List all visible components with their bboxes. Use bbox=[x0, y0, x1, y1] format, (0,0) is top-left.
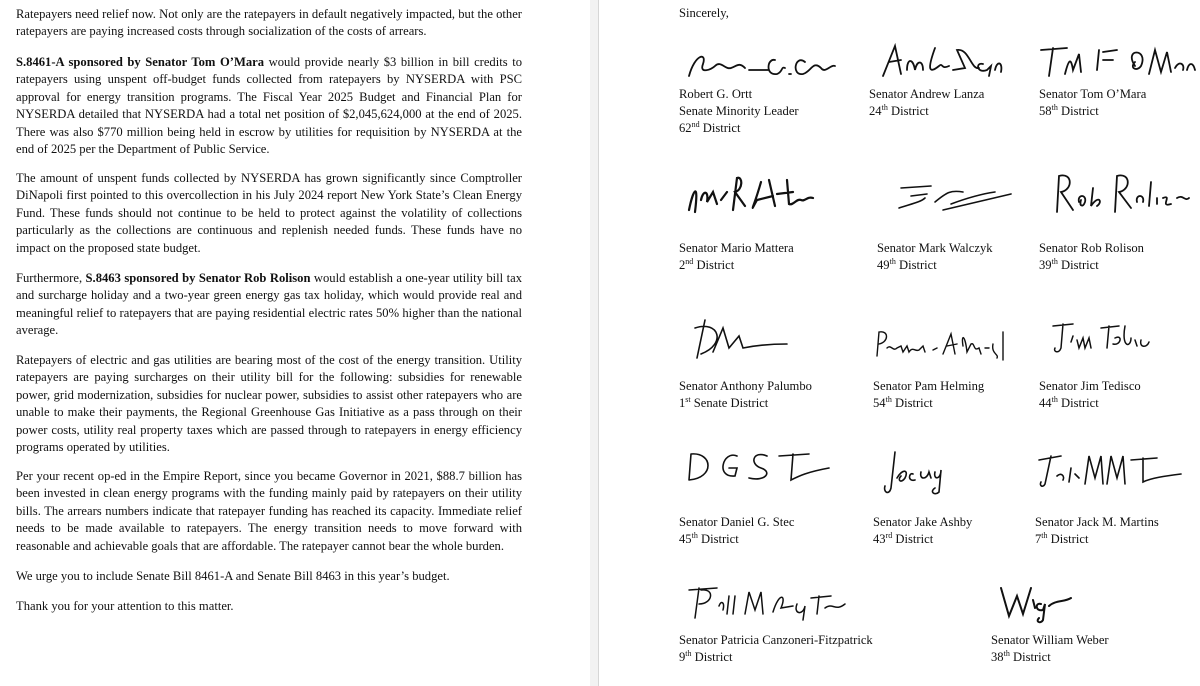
signature-icon bbox=[683, 446, 833, 486]
bill-s8463-sponsor: S.8463 sponsored by Senator Rob Rolison bbox=[85, 271, 311, 285]
signer-district: 2nd District bbox=[679, 256, 735, 272]
signature-icon bbox=[1037, 40, 1197, 80]
signer-name: Senator Tom O’Mara bbox=[1039, 87, 1147, 101]
signature-icon bbox=[891, 180, 1021, 214]
signer-block bbox=[877, 240, 993, 274]
signer-block bbox=[991, 632, 1109, 666]
signer-name: Senator Mario Mattera bbox=[679, 241, 794, 255]
signer-block bbox=[873, 514, 972, 548]
signer-district: 49th District bbox=[877, 256, 937, 272]
signer-name: Senator Anthony Palumbo bbox=[679, 379, 812, 393]
signer-name: Senator Rob Rolison bbox=[1039, 241, 1144, 255]
paragraph-surcharges: Ratepayers of electric and gas utilities are bearing most of the cost of the energy transition. Utility ratepayers are paying surcharges on their utility bill for the following: subsidies for renewable power, grid modernization, subsidies for nuclear power, subsidies to assist other ratepayers who are unable to make their payments, the Regional Greenhouse Gas Initiative as a pass through on their power costs, utility real property taxes which are passed through to ratepayers in energy efficiency programs operated by utilities. bbox=[16, 353, 522, 455]
signer-district: 58th District bbox=[1039, 102, 1099, 118]
signer-block bbox=[1039, 86, 1146, 120]
signer-block bbox=[869, 86, 984, 120]
paragraph-thanks: Thank you for your attention to this matter. bbox=[16, 599, 234, 613]
signer-block bbox=[1039, 240, 1144, 274]
signer-name: Senator Jake Ashby bbox=[873, 515, 973, 529]
signer-district: 9th District bbox=[679, 648, 733, 664]
letter-page-left bbox=[0, 0, 590, 686]
signature-icon bbox=[871, 326, 1011, 362]
signer-block bbox=[679, 514, 794, 548]
signer-name: Senator Pam Helming bbox=[873, 379, 985, 393]
signature-icon bbox=[1035, 448, 1185, 492]
signer-district: 44th District bbox=[1039, 394, 1099, 410]
paragraph-unspent-funds: The amount of unspent funds collected by NYSERDA has grown significantly since Comptroller DiNapoli first pointed to this overcollection in his July 2024 report New York State’s Clean Energy Fund. These funds should not continue to be held to protect against the volatility of collections particularly as the collections are continuous and replenish needed funds. These funds have no impact on the proposed state budget. bbox=[16, 171, 522, 255]
signature-icon bbox=[879, 448, 959, 498]
signature-icon bbox=[879, 40, 1009, 82]
signer-title: Senate Minority Leader bbox=[679, 104, 799, 118]
signer-name: Senator Patricia Canzoneri-Fitzpatrick bbox=[679, 633, 873, 647]
signer-block bbox=[679, 378, 812, 412]
signer-block bbox=[679, 86, 799, 137]
signer-district: 38th District bbox=[991, 648, 1051, 664]
paragraph-urge: We urge you to include Senate Bill 8461-A and Senate Bill 8463 in this year’s budget. bbox=[16, 569, 450, 583]
paragraph-s8461a-text: would provide nearly $3 billion in bill credits to ratepayers using unspent off-budget funds collected from ratepayers by NYSERDA with PSC approval for energy transition programs. The Fiscal Year 2025 Budget and Financial Plan for NYSERDA detailed that NYSERDA had a total net position of $2,045,624,000 at the end of 2025. There was also $770 million being held in escrow by utilities for requisition by NYSERDA at the end of 2025 per the Department of Public Service. bbox=[16, 55, 522, 157]
signer-name: Senator Jim Tedisco bbox=[1039, 379, 1141, 393]
paragraph-s8463 bbox=[16, 270, 522, 340]
signer-name: Robert G. Ortt bbox=[679, 87, 753, 101]
signer-name: Senator Daniel G. Stec bbox=[679, 515, 795, 529]
signer-district: 24th District bbox=[869, 102, 929, 118]
signer-district: 45th District bbox=[679, 530, 739, 546]
signature-icon bbox=[1047, 318, 1157, 358]
letter-page-right bbox=[598, 0, 1200, 686]
signature-icon bbox=[683, 170, 843, 216]
signature-icon bbox=[1043, 168, 1193, 218]
signer-district: 39th District bbox=[1039, 256, 1099, 272]
signature-icon bbox=[995, 580, 1075, 624]
closing-sincerely: Sincerely, bbox=[679, 6, 729, 20]
signer-name: Senator Mark Walczyk bbox=[877, 241, 993, 255]
signer-district: 62nd District bbox=[679, 119, 741, 135]
signer-district: 43rd District bbox=[873, 530, 934, 546]
signer-name: Senator Andrew Lanza bbox=[869, 87, 985, 101]
paragraph-arrears: Ratepayers need relief now. Not only are the ratepayers in default negatively impacted, but the other ratepayers are paying increased costs through socialization of the costs of arrears. bbox=[16, 7, 522, 39]
signer-block bbox=[679, 632, 873, 666]
bill-s8461a-sponsor: S.8461-A sponsored by Senator Tom O’Mara bbox=[16, 55, 265, 69]
paragraph-s8461a bbox=[16, 54, 522, 158]
signer-block bbox=[1035, 514, 1159, 548]
signer-block bbox=[1039, 378, 1141, 412]
signer-name: Senator William Weber bbox=[991, 633, 1109, 647]
signature-icon bbox=[683, 584, 853, 624]
paragraph-s8463-lead: Furthermore, bbox=[16, 271, 86, 285]
signature-icon bbox=[683, 314, 793, 364]
signer-district: 1st Senate District bbox=[679, 394, 769, 410]
paragraph-s8463-text: would establish a one-year utility bill tax and surcharge holiday and a two-year green energy gas tax holiday, which would provide real and meaningful relief to ratepayers that are paying residential electric rates 50% higher than the national average. bbox=[16, 271, 522, 338]
paragraph-op-ed: Per your recent op-ed in the Empire Report, since you became Governor in 2021, $88.7 billion has been invested in clean energy programs with the funding mainly paid by ratepayers on their utility bills. The arrears numbers indicate that ratepayer funding has reached its capacity. Immediate relief needs to be made available to ratepayers. The energy transition needs to move forward with reasonable and achievable goals that are affordable. The ratepayer cannot bear the whole burden. bbox=[16, 469, 522, 553]
signer-district: 7th District bbox=[1035, 530, 1089, 546]
signature-icon bbox=[685, 46, 845, 86]
page-gutter bbox=[590, 0, 598, 686]
signer-block bbox=[679, 240, 794, 274]
signer-district: 54th District bbox=[873, 394, 933, 410]
signer-name: Senator Jack M. Martins bbox=[1035, 515, 1159, 529]
signer-block bbox=[873, 378, 984, 412]
